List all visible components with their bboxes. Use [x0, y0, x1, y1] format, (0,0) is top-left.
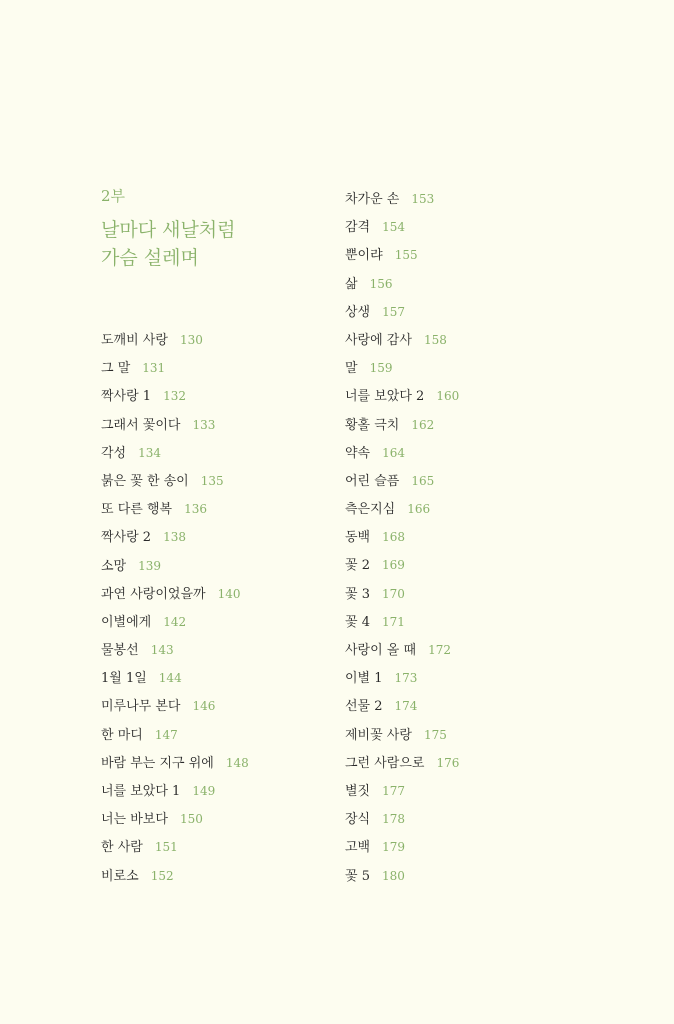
toc-entry-page: 156: [369, 276, 393, 291]
toc-entry-page: 131: [142, 361, 166, 376]
toc-entry-title: 너를 보았다 1: [101, 784, 181, 799]
toc-entry[interactable]: [345, 241, 459, 269]
toc-entry[interactable]: [345, 805, 459, 833]
toc-entry[interactable]: [345, 439, 459, 467]
toc-entry-page: 152: [150, 868, 174, 883]
toc-entry-title: 별짓: [345, 783, 371, 799]
toc-entry[interactable]: [101, 523, 249, 551]
toc-entry-title: 꽃 4: [345, 614, 370, 630]
toc-entry-title: 한 마디: [101, 727, 143, 743]
toc-entry-title: 또 다른 행복: [101, 502, 173, 518]
toc-entry-title: 선물 2: [345, 699, 383, 715]
toc-entry-title: 붉은 꽃 한 송이: [101, 473, 189, 489]
part-label: 2부: [101, 187, 126, 205]
part-title-line-1: 날마다 새날처럼: [101, 219, 236, 241]
toc-entry-page: 130: [179, 333, 203, 347]
toc-entry-page: 164: [382, 445, 406, 460]
toc-entry-page: 148: [225, 755, 249, 770]
toc-entry[interactable]: [101, 411, 249, 439]
toc-entry-page: 135: [200, 473, 224, 488]
toc-entry-page: 178: [382, 812, 406, 827]
toc-entry-page: 173: [394, 671, 418, 686]
toc-entry-title: 비로소: [101, 868, 139, 884]
toc-entry-title: 너는 바보다: [101, 812, 168, 828]
toc-entry-title: 상생: [345, 304, 371, 320]
toc-entry-page: 153: [411, 192, 435, 206]
toc-entry[interactable]: [345, 664, 459, 692]
toc-entry-page: 162: [411, 417, 435, 432]
toc-entry-page: 180: [381, 868, 405, 883]
toc-entry[interactable]: [101, 354, 249, 382]
toc-entry[interactable]: [345, 862, 459, 890]
toc-entry-title: 바람 부는 지구 위에: [101, 755, 214, 771]
toc-entry-title: 뿐이랴: [345, 248, 383, 264]
toc-entry[interactable]: [101, 608, 249, 636]
toc-entry-title: 측은지심: [345, 502, 396, 518]
toc-entry[interactable]: [101, 467, 249, 495]
toc-entry-page: 147: [154, 727, 178, 742]
toc-entry[interactable]: [345, 467, 459, 495]
toc-entry-page: 170: [381, 586, 405, 601]
toc-entry-title: 차가운 손: [345, 192, 400, 207]
toc-entry-page: 176: [436, 755, 460, 770]
toc-entry-page: 132: [163, 389, 186, 404]
toc-entry-page: 143: [150, 643, 174, 658]
toc-entry-title: 물봉선: [101, 643, 139, 659]
toc-entry-title: 각성: [101, 445, 127, 461]
toc-entry[interactable]: [101, 439, 249, 467]
toc-entry-title: 감격: [345, 220, 371, 236]
toc-entry-title: 황홀 극치: [345, 417, 400, 433]
toc-entry[interactable]: [101, 721, 249, 749]
toc-entry[interactable]: [345, 326, 459, 354]
part-title-line-2: 가슴 설레며: [101, 247, 199, 269]
toc-entry-title: 말: [345, 361, 358, 377]
toc-entry[interactable]: [345, 354, 459, 382]
toc-entry-page: 149: [192, 784, 216, 798]
toc-entry[interactable]: [345, 721, 459, 749]
toc-entry[interactable]: [101, 833, 249, 861]
toc-entry-page: 165: [411, 473, 435, 488]
toc-entry[interactable]: [345, 777, 459, 805]
toc-entry-title: 삶: [345, 276, 358, 292]
toc-entry-title: 약속: [345, 445, 371, 461]
toc-entry-title: 제비꽃 사랑: [345, 727, 412, 743]
toc-entry-page: 134: [138, 445, 162, 460]
toc-entry[interactable]: [345, 749, 459, 777]
toc-entry[interactable]: [345, 636, 459, 664]
toc-entry-title: 어린 슬픔: [345, 473, 400, 489]
toc-entry[interactable]: [101, 552, 249, 580]
toc-left-column: [101, 326, 249, 890]
toc-entry[interactable]: [101, 580, 249, 608]
toc-entry-title: 그런 사람으로: [345, 755, 425, 771]
toc-entry-title: 짝사랑 1: [101, 389, 152, 405]
toc-entry[interactable]: [345, 580, 459, 608]
toc-entry-title: 꽃 3: [345, 586, 370, 602]
toc-entry[interactable]: [101, 326, 249, 354]
toc-entry-title: 이별에게: [101, 614, 152, 630]
toc-entry-title: 동백: [345, 530, 371, 546]
toc-entry-page: 160: [436, 389, 460, 404]
toc-right-column: [345, 185, 459, 890]
toc-entry-page: 159: [369, 361, 393, 376]
toc-entry-page: 155: [394, 248, 418, 263]
toc-entry-page: 179: [382, 840, 406, 855]
toc-entry-title: 소망: [101, 558, 127, 574]
toc-entry-page: 133: [192, 417, 216, 432]
toc-entry-page: 157: [382, 304, 406, 319]
toc-entry-page: 171: [381, 614, 405, 629]
toc-entry-title: 고백: [345, 840, 371, 856]
toc-entry[interactable]: [101, 749, 249, 777]
toc-entry-title: 사랑에 감사: [345, 332, 412, 348]
toc-entry-page: 177: [382, 783, 406, 798]
toc-entry-page: 172: [428, 643, 451, 657]
toc-entry-title: 미루나무 본다: [101, 699, 181, 715]
toc-entry[interactable]: [101, 862, 249, 890]
toc-entry-page: 175: [423, 727, 447, 742]
toc-entry[interactable]: [345, 608, 459, 636]
toc-entry[interactable]: [101, 664, 249, 692]
toc-entry[interactable]: [101, 777, 249, 805]
toc-entry[interactable]: [345, 692, 459, 720]
toc-entry[interactable]: [345, 495, 459, 523]
toc-entry-title: 짝사랑 2: [101, 530, 152, 546]
toc-entry-title: 1월 1일: [101, 671, 147, 687]
toc-entry-page: 168: [382, 530, 406, 545]
toc-entry[interactable]: [345, 551, 459, 579]
toc-entry-title: 과연 사랑이었을까: [101, 586, 206, 602]
toc-entry-title: 꽃 2: [345, 558, 370, 574]
toc-entry-page: 166: [407, 502, 431, 517]
toc-entry[interactable]: [345, 270, 459, 298]
toc-entry-page: 146: [192, 699, 216, 714]
toc-entry-title: 한 사람: [101, 840, 143, 856]
toc-entry-title: 장식: [345, 812, 371, 828]
toc-entry-page: 154: [382, 220, 406, 235]
toc-entry-page: 151: [154, 840, 178, 855]
toc-entry[interactable]: [345, 382, 459, 410]
toc-entry[interactable]: [345, 185, 459, 213]
toc-entry[interactable]: [345, 411, 459, 439]
toc-entry-page: 150: [179, 812, 203, 827]
toc-entry-page: 158: [423, 332, 447, 347]
toc-entry[interactable]: [101, 382, 249, 410]
toc-entry-page: 169: [381, 558, 405, 573]
toc-entry[interactable]: [101, 495, 249, 523]
toc-entry-page: 140: [217, 586, 241, 601]
toc-entry[interactable]: [101, 636, 249, 664]
part-title: [101, 216, 236, 272]
toc-entry-title: 너를 보았다 2: [345, 389, 425, 405]
toc-entry[interactable]: [345, 298, 459, 326]
toc-entry-page: 138: [163, 530, 186, 545]
toc-entry-title: 도깨비 사랑: [101, 333, 168, 348]
toc-entry[interactable]: [345, 523, 459, 551]
toc-entry-page: 174: [394, 699, 418, 714]
toc-entry-title: 그래서 꽃이다: [101, 417, 181, 433]
toc-entry-page: 144: [158, 671, 182, 686]
toc-entry[interactable]: [345, 213, 459, 241]
toc-entry-page: 136: [184, 502, 207, 517]
toc-entry-title: 꽃 5: [345, 868, 370, 884]
toc-entry-page: 142: [163, 614, 187, 629]
toc-entry-page: 139: [138, 558, 162, 573]
toc-entry[interactable]: [101, 692, 249, 720]
toc-entry[interactable]: [101, 805, 249, 833]
toc-entry-title: 이별 1: [345, 671, 383, 687]
toc-entry[interactable]: [345, 833, 459, 861]
toc-entry-title: 그 말: [101, 361, 131, 377]
toc-entry-title: 사랑이 올 때: [345, 643, 417, 658]
